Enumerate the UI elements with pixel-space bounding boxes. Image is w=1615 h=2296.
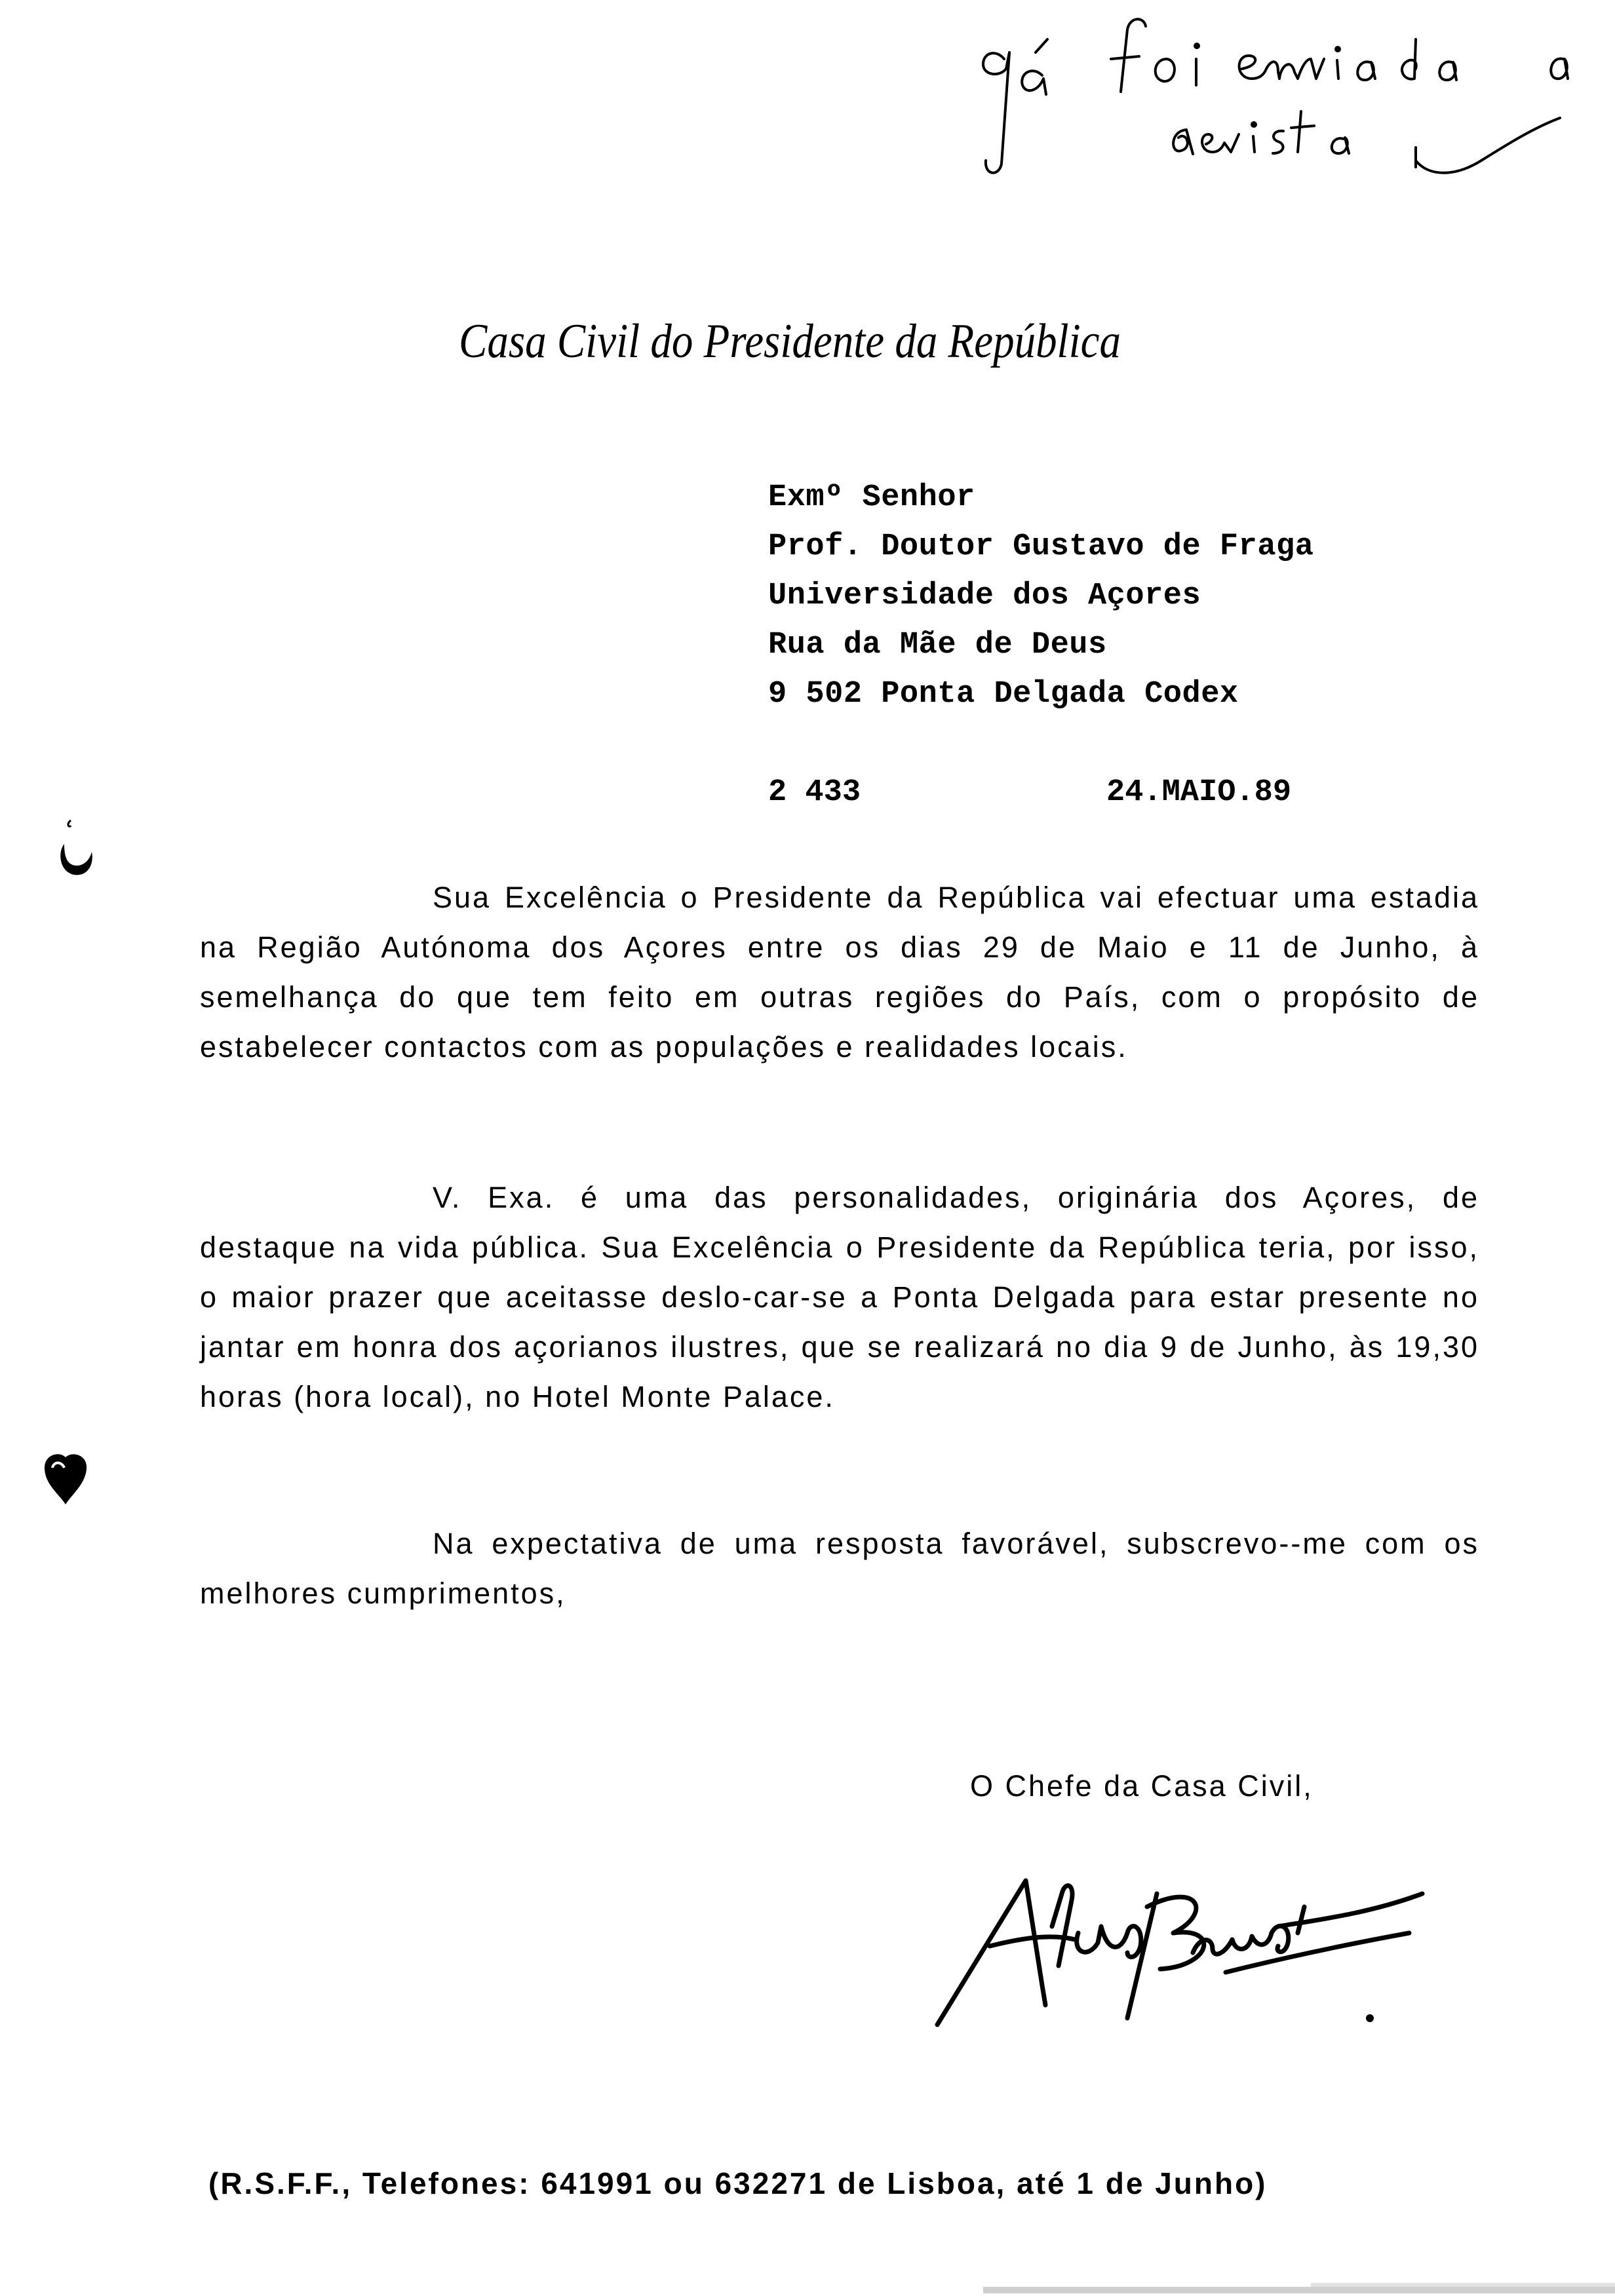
address-line-name: Prof. Doutor Gustavo de Fraga	[768, 529, 1314, 564]
punch-hole-mark	[51, 813, 97, 885]
address-line-street: Rua da Mãe de Deus	[768, 628, 1107, 662]
footer-contact-note: (R.S.F.F., Telefones: 641991 ou 632271 de Lisboa, até 1 de Junho)	[208, 2166, 1268, 2200]
letterhead	[459, 308, 1127, 380]
letter-date: 24.MAIO.89	[1106, 775, 1292, 810]
reference-number: 2 433	[768, 775, 861, 810]
body-paragraph-2: V. Exa. é uma das personalidades, originária dos Açores, de destaque na vida pública. Sua Excelência o Presidente da República teria, por isso, o maior prazer que aceitasse deslo-car-se a Ponta Delgada para estar presente no jantar em honra dos açorianos ilustres, que se realizará no dia 9 de Junho, às 19,30 horas (hora local), no Hotel Monte Palace.	[200, 1181, 1479, 1413]
address-line-salutation: Exmº Senhor	[768, 480, 975, 515]
handwritten-note	[970, 13, 1586, 210]
recipient-address	[768, 473, 1555, 719]
closing-title: O Chefe da Casa Civil,	[970, 1769, 1313, 1803]
svg-text:Casa Civil do Presidente da Re: Casa Civil do Presidente da República	[459, 315, 1121, 368]
body-paragraph-3: Na expectativa de uma resposta favorável, subscrevo--me com os melhores cumprimentos,	[200, 1527, 1479, 1610]
address-line-city: 9 502 Ponta Delgada Codex	[768, 677, 1239, 712]
punch-hole-mark	[39, 1448, 92, 1507]
signature	[911, 1854, 1475, 2051]
address-line-institution: Universidade dos Açores	[768, 579, 1201, 613]
scan-edge-artifact	[0, 2274, 1615, 2296]
body-paragraph-1: Sua Excelência o Presidente da República vai efectuar uma estadia na Região Autónoma dos Açores entre os dias 29 de Maio e 11 de Junho, à semelhança do que tem feito em outras regiões do País, com o propósito de estabelecer contactos com as populações e realidades locais.	[200, 881, 1479, 1063]
